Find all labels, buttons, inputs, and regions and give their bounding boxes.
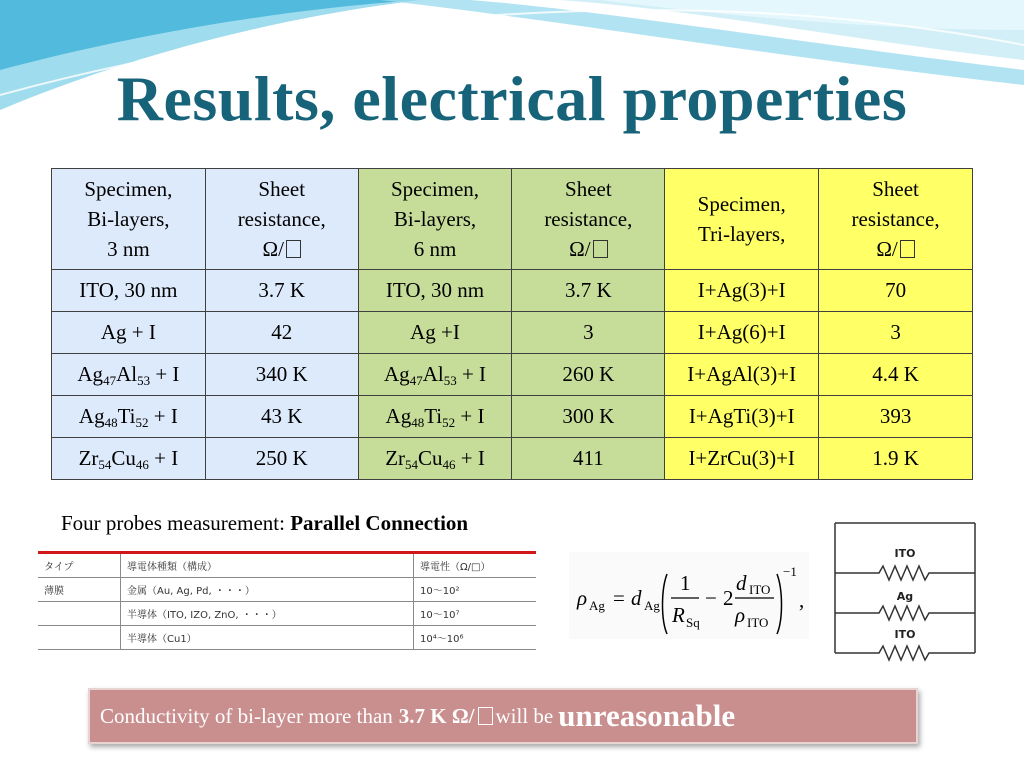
table-cell: Ag +I <box>358 312 512 354</box>
square-symbol <box>900 240 915 258</box>
table-cell: $Zr_{54}Cu_{46} + I$ <box>358 438 512 480</box>
header-cell: Sheet resistance, Ω/ <box>819 169 973 270</box>
resistor-label-ito-top: ITO <box>894 547 916 560</box>
svg-text:−1: −1 <box>783 564 797 579</box>
table-cell: Ag + I <box>52 312 206 354</box>
resistor-ito-top <box>835 547 975 580</box>
table-cell: 薄膜 <box>38 578 121 602</box>
table-cell: ITO, 30 nm <box>358 270 512 312</box>
results-table <box>51 168 973 480</box>
table-cell: I+Ag(6)+I <box>665 312 819 354</box>
table-cell: 300 K <box>512 396 665 438</box>
table-cell: 半導体（ITO, IZO, ZnO, ・・・） <box>121 602 414 626</box>
svg-text:Ag: Ag <box>644 598 660 613</box>
table-cell: 393 <box>819 396 973 438</box>
table-row <box>38 578 536 602</box>
svg-text:ITO: ITO <box>747 615 769 630</box>
header-cell: Specimen, Bi-layers, 6 nm <box>358 169 512 270</box>
japanese-reference-table <box>38 551 536 658</box>
table-cell: 10⁴〜10⁶ <box>414 626 537 650</box>
svg-text:−: − <box>705 586 717 610</box>
table-cell <box>38 602 121 626</box>
table-cell: 3.7 K <box>205 270 358 312</box>
svg-text:,: , <box>799 588 805 612</box>
resistor-ito-bottom <box>835 628 975 660</box>
svg-text:Ag: Ag <box>589 598 605 613</box>
table-row <box>52 354 973 396</box>
table-cell: 43 K <box>205 396 358 438</box>
table-cell: 411 <box>512 438 665 480</box>
header-cell: Sheet resistance, Ω/ <box>512 169 665 270</box>
square-symbol <box>478 707 493 725</box>
table-cell: $Ag_{47}Al_{53} + I$ <box>358 354 512 396</box>
measurement-note <box>61 511 468 536</box>
table-cell: 260 K <box>512 354 665 396</box>
table-row <box>38 626 536 650</box>
table-row <box>38 554 536 578</box>
table-cell: I+AgTi(3)+I <box>665 396 819 438</box>
table-cell: ITO, 30 nm <box>52 270 206 312</box>
conclusion-value: 3.7 K Ω/ <box>398 703 475 728</box>
resistor-label-ag: Ag <box>896 590 914 603</box>
table-cell: 10〜10⁷ <box>414 602 537 626</box>
table-cell: 1.9 K <box>819 438 973 480</box>
table-cell: 70 <box>819 270 973 312</box>
resistor-label-ito-bottom: ITO <box>894 628 916 641</box>
conclusion-emphasis: unreasonable <box>558 698 736 733</box>
header-cell: Specimen, Bi-layers, 3 nm <box>52 169 206 270</box>
square-symbol <box>593 240 608 258</box>
table-cell: $Zr_{54}Cu_{46} + I$ <box>52 438 206 480</box>
table-cell: I+Ag(3)+I <box>665 270 819 312</box>
table-cell: 10〜10² <box>414 578 537 602</box>
table-cell: 導電性（Ω/□） <box>414 554 537 578</box>
svg-text:d: d <box>631 586 642 610</box>
table-row <box>38 602 536 626</box>
table-cell: I+AgAl(3)+I <box>665 354 819 396</box>
svg-text:=: = <box>613 586 625 610</box>
svg-text:1: 1 <box>680 571 691 595</box>
conclusion-box <box>88 688 918 744</box>
table-cell: 3.7 K <box>512 270 665 312</box>
svg-text:d: d <box>736 571 747 595</box>
table-cell: タイプ <box>38 554 121 578</box>
square-symbol <box>286 240 301 258</box>
svg-text:ITO: ITO <box>749 582 771 597</box>
table-cell <box>38 626 121 650</box>
table-row <box>52 270 973 312</box>
table-row <box>52 438 973 480</box>
table-cell: 340 K <box>205 354 358 396</box>
svg-text:Sq: Sq <box>686 615 700 630</box>
table-cell: 250 K <box>205 438 358 480</box>
formula-rho: ρ <box>577 586 588 610</box>
svg-text:2: 2 <box>723 586 734 610</box>
table-cell: 導電体種類（構成） <box>121 554 414 578</box>
table-cell: $Ag_{48}Ti_{52} + I$ <box>358 396 512 438</box>
table-cell: 3 <box>512 312 665 354</box>
page-title: Results, electrical properties <box>116 63 908 134</box>
table-cell: 金属（Au, Ag, Pd, ・・・） <box>121 578 414 602</box>
table-cell: 4.4 K <box>819 354 973 396</box>
header-cell: Specimen, Tri-layers, <box>665 169 819 270</box>
note-prefix: Four probes measurement: <box>61 511 291 535</box>
table-row <box>52 312 973 354</box>
resistor-ag <box>835 590 975 620</box>
table-cell: $Ag_{48}Ti_{52} + I$ <box>52 396 206 438</box>
parallel-circuit-diagram <box>815 503 998 668</box>
svg-text:R: R <box>672 603 685 627</box>
table-cell: 42 <box>205 312 358 354</box>
header-cell: Sheet resistance, Ω/ <box>205 169 358 270</box>
conclusion-mid: will be <box>495 703 554 728</box>
svg-text:ρ: ρ <box>735 603 746 627</box>
table-cell: 3 <box>819 312 973 354</box>
conclusion-text: Conductivity of bi-layer more than <box>100 703 393 728</box>
table-cell: 半導体（Cu1） <box>121 626 414 650</box>
table-row <box>52 396 973 438</box>
table-cell: $Ag_{47}Al_{53} + I$ <box>52 354 206 396</box>
table-cell: I+ZrCu(3)+I <box>665 438 819 480</box>
sheet-resistance-formula <box>569 552 809 639</box>
note-bold: Parallel Connection <box>290 511 469 535</box>
